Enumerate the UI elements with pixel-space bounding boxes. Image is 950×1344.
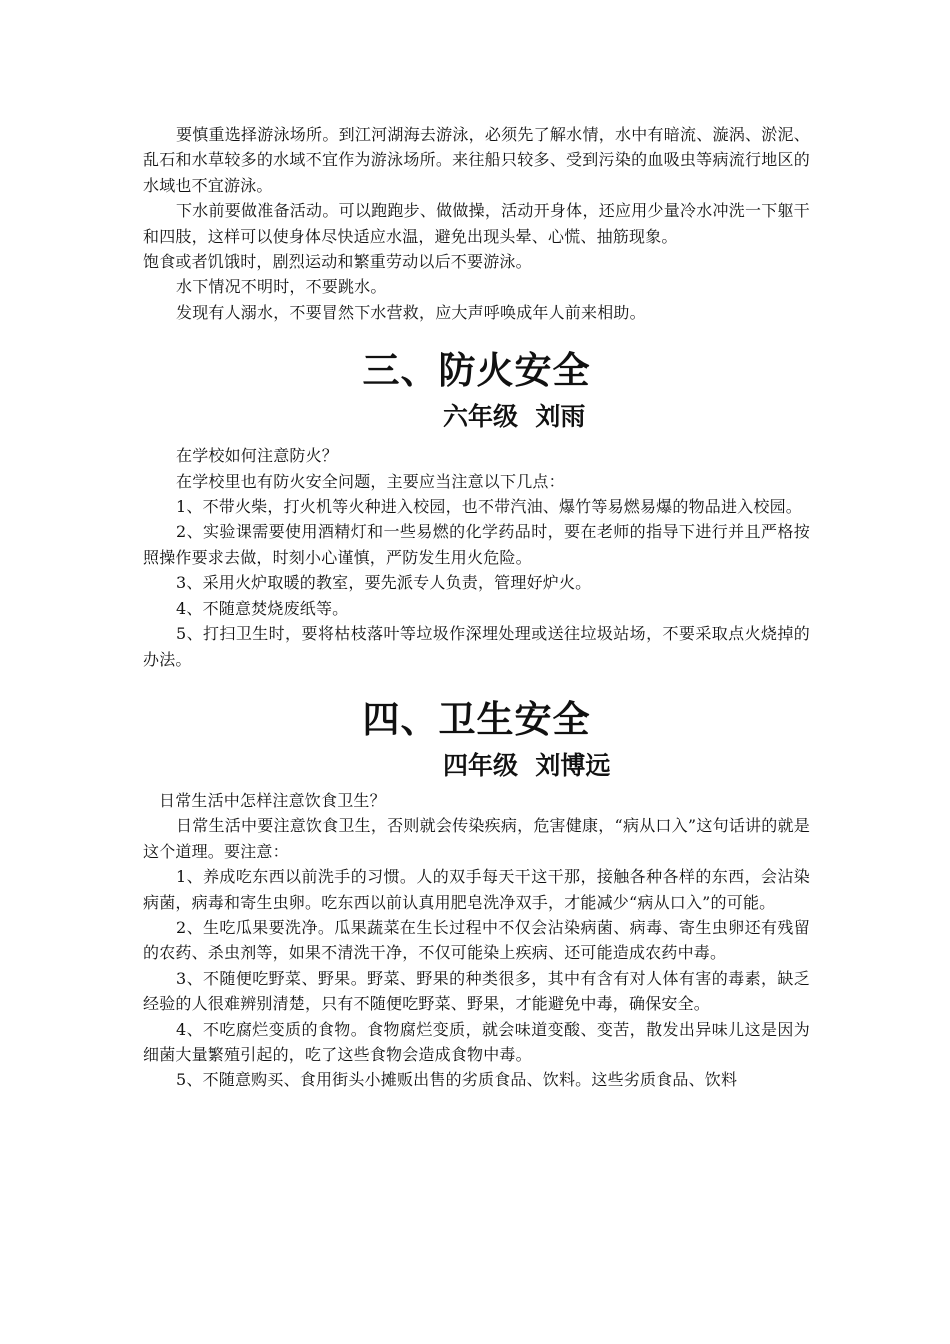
hygiene-paragraph: 5、不随意购买、食用街头小摊贩出售的劣质食品、饮料。这些劣质食品、饮料	[176, 1070, 738, 1090]
swimming-paragraph: 饱食或者饥饿时，剧烈运动和繁重劳动以后不要游泳。	[143, 252, 532, 272]
fire-paragraph: 在学校里也有防火安全问题，主要应当注意以下几点：	[176, 471, 565, 491]
hygiene-paragraph: 日常生活中怎样注意饮食卫生？	[159, 790, 386, 810]
hygiene-paragraph: 1、养成吃东西以前洗手的习惯。人的双手每天干这干那，接触各种各样的东西，会沾染病菌，病毒和寄生虫卵。吃东西以前认真用肥皂洗净双手，才能减少“病从口入”的可能。	[143, 867, 810, 912]
section-author-hygiene-safety: 四年级 刘博远	[443, 750, 611, 780]
swimming-paragraph: 发现有人溺水，不要冒然下水营救，应大声呼唤成年人前来相助。	[176, 302, 646, 322]
swimming-paragraph: 要慎重选择游泳场所。到江河湖海去游泳，必须先了解水情，水中有暗流、漩涡、淤泥、乱石和水草较多的水域不宜作为游泳场所。来往船只较多、受到污染的血吸虫等病流行地区的水域也不宜游泳。	[143, 125, 810, 195]
hygiene-paragraph: 日常生活中要注意饮食卫生，否则就会传染疾病，危害健康，“病从口入”这句话讲的就是这个道理。要注意：	[143, 816, 810, 861]
swimming-paragraph: 水下情况不明时，不要跳水。	[176, 277, 387, 297]
swimming-paragraph: 下水前要做准备活动。可以跑跑步、做做操，活动开身体，还应用少量冷水冲洗一下躯干和四肢，这样可以使身体尽快适应水温，避免出现头晕、心慌、抽筋现象。	[143, 201, 810, 246]
fire-paragraph: 5、打扫卫生时，要将枯枝落叶等垃圾作深埋处理或送往垃圾站场，不要采取点火烧掉的办法。	[143, 624, 810, 669]
hygiene-paragraph: 4、不吃腐烂变质的食物。食物腐烂变质，就会味道变酸、变苦，散发出异味儿这是因为细菌大量繁殖引起的，吃了这些食物会造成食物中毒。	[143, 1019, 810, 1064]
hygiene-paragraph: 3、不随便吃野菜、野果。野菜、野果的种类很多，其中有含有对人体有害的毒素，缺乏经验的人很难辨别清楚，只有不随便吃野菜、野果，才能避免中毒，确保安全。	[143, 968, 810, 1014]
fire-paragraph: 4、不随意焚烧废纸等。	[176, 598, 349, 618]
fire-paragraph: 2、实验课需要使用酒精灯和一些易燃的化学药品时，要在老师的指导下进行并且严格按照操作要求去做，时刻小心谨慎，严防发生用火危险。	[143, 522, 810, 567]
section-title-hygiene-safety: 四、卫生安全	[362, 697, 591, 741]
document-page	[143, 122, 810, 1093]
fire-paragraph: 在学校如何注意防火？	[176, 446, 339, 466]
section-author-fire-safety: 六年级 刘雨	[443, 402, 586, 432]
fire-paragraph: 3、采用火炉取暖的教室，要先派专人负责，管理好炉火。	[176, 573, 592, 593]
hygiene-paragraph: 2、生吃瓜果要洗净。瓜果蔬菜在生长过程中不仅会沾染病菌、病毒、寄生虫卵还有残留的农药、杀虫剂等，如果不清洗干净，不仅可能染上疾病、还可能造成农药中毒。	[143, 917, 810, 963]
fire-paragraph: 1、不带火柴，打火机等火种进入校园，也不带汽油、爆竹等易燃易爆的物品进入校园。	[176, 497, 802, 517]
section-title-fire-safety: 三、防火安全	[362, 349, 591, 393]
